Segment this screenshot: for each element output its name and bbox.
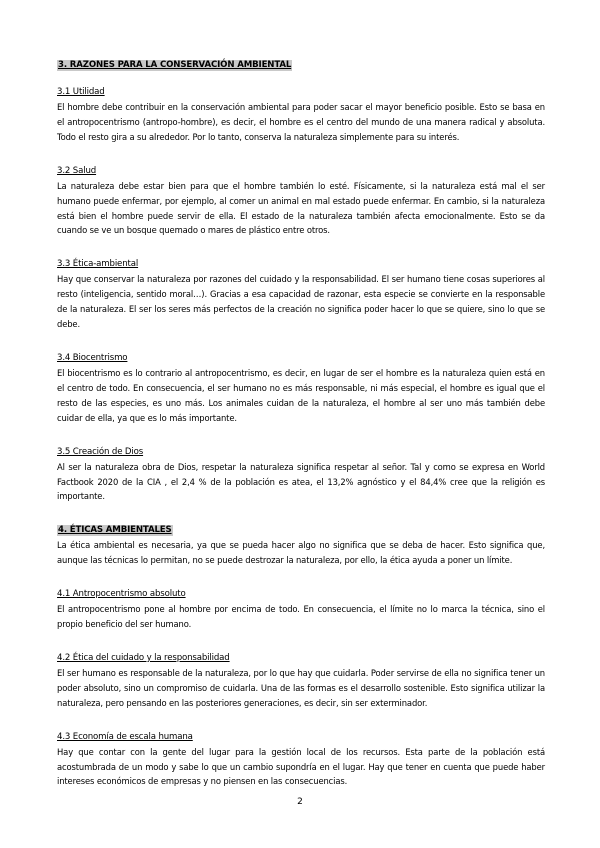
subsection-heading: 4.3 Economía de escala humana: [57, 731, 193, 742]
paragraph: Hay que conservar la naturaleza por razones del cuidado y la responsabilidad. El ser humano tiene cosas superiores al resto (inteligencia, sentido moral…). Gracias a esa capacidad de razonar, esta especie se convierte en la responsable de la naturaleza. El ser los seres más perfectos de la creación no significa poder hacer lo que se quiere, sino lo que se debe.: [57, 274, 545, 330]
subsection-3-1: [57, 79, 545, 145]
page-content: [57, 52, 545, 802]
subsection-heading: 3.2 Salud: [57, 165, 97, 176]
subsection-4-1: [57, 581, 545, 632]
paragraph: La naturaleza debe estar bien para que el hombre también lo esté. Físicamente, si la naturaleza está mal el ser humano puede enfermar, por ejemplo, al comer un animal en mal estado puede enfermar. En cambio, si la naturaleza está bien el hombre puede servir de ella. El estado de la naturaleza también afecta emocionalmente. Esto se da cuando se ve un bosque quemado o mares de plástico entre otros.: [57, 180, 545, 236]
page-number: 2: [297, 797, 303, 807]
subsection-3-2: [57, 158, 545, 239]
subsection-4-2: [57, 645, 545, 711]
subsection-heading: 3.5 Creación de Dios: [57, 446, 144, 457]
subsection-3-5: [57, 439, 545, 505]
paragraph: El biocentrismo es lo contrario al antropocentrismo, es decir, en lugar de ser el hombre es la naturaleza quien está en el centro de todo. En consecuencia, el ser humano no es más responsable, ni más especial, el hombre es igual que el resto de las especies, es uno más. Los animales cuidan de la naturaleza, el hombre al ser uno más también debe cuidar de ella, ya que es lo más importante.: [57, 367, 545, 423]
subsection-heading: 3.4 Biocentrismo: [57, 352, 128, 363]
paragraph: El antropocentrismo pone al hombre por encima de todo. En consecuencia, el límite no lo marca la técnica, sino el propio beneficio del ser humano.: [57, 604, 545, 630]
subsection-heading: 3.1 Utilidad: [57, 87, 105, 97]
paragraph: Al ser la naturaleza obra de Dios, respetar la naturaleza significa respetar al señor. Tal y como se expresa en World Factbook 2020 de la CIA , el 2,4 % de la población es atea, el 13,2% agnóstico y el 84,4% cree que la religión es importante.: [57, 461, 545, 502]
paragraph: Hay que contar con la gente del lugar para la gestión local de los recursos. Esta parte de la población está acostumbrada de un modo y sabe lo que un cambio supondría en el lugar. Hay que tener en cuenta que puede haber intereses económicos de empresas y no piensen en las consecuencias.: [57, 746, 545, 787]
paragraph: El ser humano es responsable de la naturaleza, por lo que hay que cuidarla. Poder servirse de ella no significa tener un poder absoluto, sino un compromiso de cuidarla. Una de las formas es el desarrollo sostenible. Esto significa utilizar la naturaleza, pero pensando en las posteriores generaciones, es decir, sin ser exterminador.: [57, 667, 545, 708]
subsection-3-4: [57, 345, 545, 426]
section-4: [57, 517, 545, 568]
subsection-3-3: [57, 251, 545, 332]
paragraph: La ética ambiental es necesaria, ya que se pueda hacer algo no significa que se deba de hacer. Esto significa que, aunque las técnicas lo permitan, no se puede destrozar la naturaleza, por ello, la ética ayuda a poner un límite.: [57, 540, 545, 566]
section-heading: 3. RAZONES PARA LA CONSERVACIÓN AMBIENTAL: [58, 60, 292, 70]
paragraph: El hombre debe contribuir en la conservación ambiental para poder sacar el mayor beneficio posible. Esto se basa en el antropocentrismo (antropo-hombre), es decir, el hombre es el centro del mundo de una manera radical y absoluta. Todo el resto gira a su alrededor. Por lo tanto, conserva la naturaleza simplemente para su interés.: [57, 102, 545, 142]
subsection-4-3: [57, 724, 545, 790]
section-heading: 4. ÉTICAS AMBIENTALES: [58, 525, 172, 536]
subsection-heading: 4.1 Antropocentrismo absoluto: [57, 589, 186, 600]
subsection-heading: 3.3 Ética-ambiental: [57, 259, 139, 270]
subsection-heading: 4.2 Ética del cuidado y la responsabilidad: [57, 652, 230, 663]
section-3: [57, 52, 545, 71]
